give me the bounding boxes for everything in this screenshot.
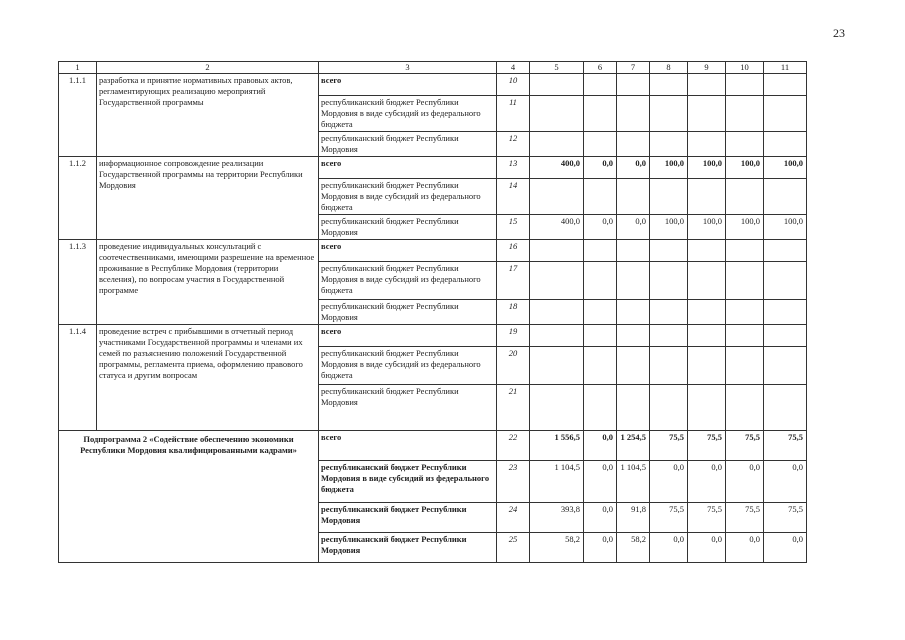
value-cell: 0,0 [726,533,764,563]
item-number: 1.1.3 [59,240,97,325]
header-row [59,62,807,74]
value-cell [764,325,807,347]
value-cell: 75,5 [650,431,688,461]
row-number: 11 [497,96,530,132]
value-cell: 0,0 [650,533,688,563]
value-cell [650,74,688,96]
value-cell [688,74,726,96]
value-cell: 0,0 [584,431,617,461]
value-cell [688,132,726,157]
row-number: 24 [497,503,530,533]
item-number: 1.1.2 [59,157,97,240]
item-description: информационное сопровождение реализации Государственной программы на территории Республики Мордовия [97,157,319,240]
value-cell [726,240,764,262]
table-row [59,157,807,179]
header-cell: 6 [584,62,617,74]
value-cell: 0,0 [688,533,726,563]
value-cell: 100,0 [764,215,807,240]
value-cell [688,300,726,325]
value-cell [688,385,726,431]
value-cell: 75,5 [688,431,726,461]
value-cell [726,132,764,157]
value-cell [530,347,584,385]
row-number: 19 [497,325,530,347]
value-cell: 75,5 [726,431,764,461]
header-cell: 2 [97,62,319,74]
value-cell [650,240,688,262]
value-cell: 100,0 [726,215,764,240]
value-cell: 0,0 [650,461,688,503]
value-cell [617,262,650,300]
row-number: 16 [497,240,530,262]
funding-source-label: всего [319,431,497,461]
value-cell [530,132,584,157]
value-cell: 75,5 [650,503,688,533]
value-cell [688,347,726,385]
item-number: 1.1.4 [59,325,97,431]
value-cell [617,300,650,325]
value-cell [530,300,584,325]
funding-source-label: республиканский бюджет Республики Мордовия [319,533,497,563]
value-cell: 1 104,5 [530,461,584,503]
value-cell: 0,0 [764,533,807,563]
row-number: 13 [497,157,530,179]
value-cell [650,385,688,431]
funding-source-label: республиканский бюджет Республики Мордовия в виде субсидий из федерального бюджета [319,179,497,215]
value-cell: 0,0 [688,461,726,503]
value-cell: 0,0 [584,461,617,503]
row-number: 22 [497,431,530,461]
value-cell [584,96,617,132]
value-cell [688,179,726,215]
header-cell: 8 [650,62,688,74]
header-cell: 3 [319,62,497,74]
value-cell: 75,5 [688,503,726,533]
value-cell [650,300,688,325]
header-cell: 7 [617,62,650,74]
value-cell [530,74,584,96]
value-cell [650,132,688,157]
row-number: 15 [497,215,530,240]
value-cell: 400,0 [530,215,584,240]
funding-source-label: всего [319,157,497,179]
row-number: 18 [497,300,530,325]
value-cell [650,262,688,300]
value-cell: 100,0 [726,157,764,179]
value-cell [650,179,688,215]
page-number: 23 [833,26,845,40]
value-cell [726,179,764,215]
value-cell: 0,0 [584,533,617,563]
subprogram-title: Подпрограмма 2 «Содействие обеспечению экономики Республики Мордовия квалифицированными кадрами» [59,431,319,563]
value-cell [617,132,650,157]
header-cell: 10 [726,62,764,74]
value-cell: 75,5 [726,503,764,533]
row-number: 10 [497,74,530,96]
header-cell: 1 [59,62,97,74]
funding-source-label: республиканский бюджет Республики Мордовия в виде субсидий из федерального бюджета [319,347,497,385]
value-cell [584,300,617,325]
header-cell: 5 [530,62,584,74]
funding-source-label: республиканский бюджет Республики Мордовия в виде субсидий из федерального бюджета [319,262,497,300]
value-cell [530,385,584,431]
value-cell [617,325,650,347]
value-cell [764,179,807,215]
header-cell: 9 [688,62,726,74]
value-cell [530,179,584,215]
row-number: 17 [497,262,530,300]
value-cell [584,385,617,431]
value-cell [726,385,764,431]
value-cell: 100,0 [688,215,726,240]
item-number: 1.1.1 [59,74,97,157]
value-cell [650,96,688,132]
value-cell [530,96,584,132]
row-number: 21 [497,385,530,431]
value-cell: 0,0 [726,461,764,503]
value-cell: 1 254,5 [617,431,650,461]
funding-source-label: республиканский бюджет Республики Мордовия [319,300,497,325]
value-cell [764,96,807,132]
value-cell: 393,8 [530,503,584,533]
funding-source-label: республиканский бюджет Республики Мордовия в виде субсидий из федерального бюджета [319,96,497,132]
value-cell: 58,2 [617,533,650,563]
value-cell [650,347,688,385]
value-cell [530,325,584,347]
value-cell [530,262,584,300]
value-cell: 91,8 [617,503,650,533]
item-description: проведение встреч с прибывшими в отчетный период участниками Государственной программы и членами их семей по разъяснению положений Государственной программы, регламента приема, оформлению правового статуса и другим вопросам [97,325,319,431]
value-cell: 100,0 [688,157,726,179]
funding-source-label: всего [319,240,497,262]
value-cell: 400,0 [530,157,584,179]
budget-table [58,61,807,563]
value-cell [764,240,807,262]
value-cell [688,96,726,132]
row-number: 20 [497,347,530,385]
value-cell [584,262,617,300]
item-description: разработка и принятие нормативных правовых актов, регламентирующих реализацию мероприятий Государственной программы [97,74,319,157]
table-row [59,431,807,461]
value-cell [584,132,617,157]
value-cell [726,262,764,300]
row-number: 12 [497,132,530,157]
header-cell: 4 [497,62,530,74]
value-cell [688,325,726,347]
value-cell [688,262,726,300]
value-cell [617,179,650,215]
value-cell: 0,0 [617,157,650,179]
funding-source-label: республиканский бюджет Республики Мордовия [319,215,497,240]
value-cell [617,347,650,385]
value-cell [764,74,807,96]
value-cell: 58,2 [530,533,584,563]
value-cell [530,240,584,262]
value-cell [764,262,807,300]
value-cell [726,347,764,385]
value-cell: 75,5 [764,431,807,461]
row-number: 23 [497,461,530,503]
value-cell: 0,0 [764,461,807,503]
value-cell: 1 104,5 [617,461,650,503]
value-cell [726,300,764,325]
header-cell: 11 [764,62,807,74]
value-cell [617,96,650,132]
table-row [59,74,807,96]
value-cell [584,74,617,96]
funding-source-label: республиканский бюджет Республики Мордовия [319,503,497,533]
value-cell [584,179,617,215]
table-row [59,240,807,262]
row-number: 25 [497,533,530,563]
value-cell [764,347,807,385]
value-cell [764,385,807,431]
value-cell: 0,0 [617,215,650,240]
value-cell [617,240,650,262]
table-row [59,325,807,347]
funding-source-label: республиканский бюджет Республики Мордовия [319,132,497,157]
value-cell: 0,0 [584,157,617,179]
funding-source-label: всего [319,74,497,96]
value-cell [688,240,726,262]
funding-source-label: республиканский бюджет Республики Мордовия [319,385,497,431]
value-cell: 0,0 [584,215,617,240]
value-cell [584,347,617,385]
value-cell [617,385,650,431]
value-cell: 100,0 [650,157,688,179]
value-cell: 100,0 [650,215,688,240]
value-cell [726,74,764,96]
value-cell [726,96,764,132]
value-cell [764,300,807,325]
value-cell [584,325,617,347]
value-cell [764,132,807,157]
value-cell: 1 556,5 [530,431,584,461]
value-cell: 75,5 [764,503,807,533]
value-cell [617,74,650,96]
funding-source-label: республиканский бюджет Республики Мордовия в виде субсидий из федерального бюджета [319,461,497,503]
value-cell [726,325,764,347]
value-cell: 0,0 [584,503,617,533]
value-cell [650,325,688,347]
item-description: проведение индивидуальных консультаций с соотечественниками, имеющими разрешение на временное проживание в Республике Мордовия (территории вселения), по вопросам участия в Государственной программе [97,240,319,325]
row-number: 14 [497,179,530,215]
value-cell [584,240,617,262]
funding-source-label: всего [319,325,497,347]
value-cell: 100,0 [764,157,807,179]
